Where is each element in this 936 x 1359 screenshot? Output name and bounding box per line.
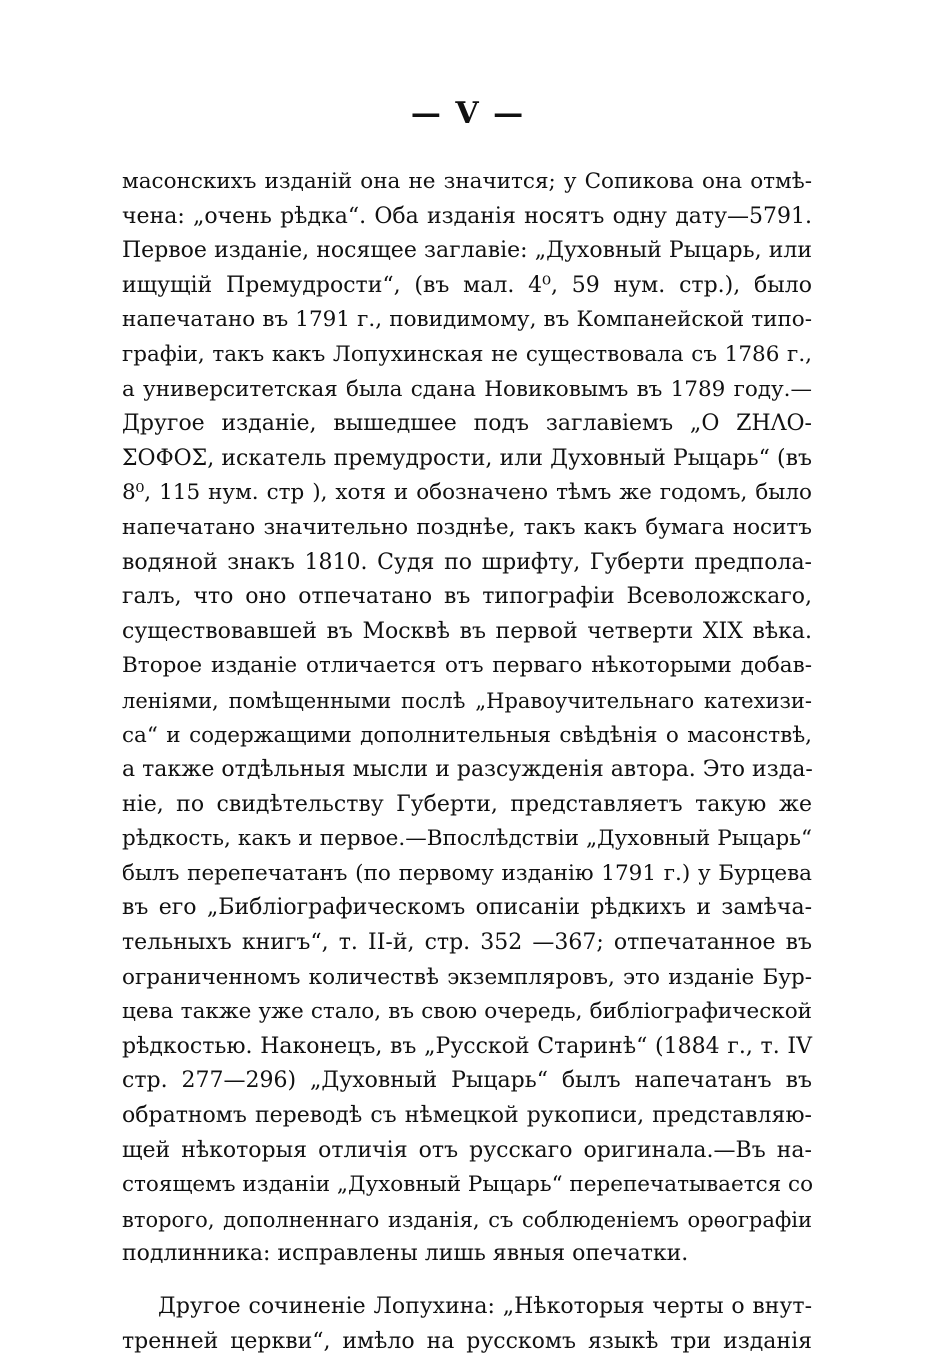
text-line: галъ, что оно отпечатано въ типографіи Всеволожскаго, xyxy=(122,584,812,610)
page-number: — V — xyxy=(410,96,526,131)
text-line: стр. 277—296) „Духовный Рыцарь“ былъ напечатанъ въ xyxy=(122,1068,812,1094)
text-line: рѣдкость, какъ и первое.—Впослѣдствіи „Духовный Рыцарь“ xyxy=(122,826,812,852)
body-text xyxy=(122,165,812,1359)
text-line: подлинника: исправлены лишь явныя опечатки. xyxy=(122,1241,689,1267)
text-line: Другое изданіе, вышедшее подъ заглавіемъ „О ΖΗΛΟ- xyxy=(122,411,812,437)
text-line: цева также уже стало, въ свою очередь, библіографической xyxy=(122,999,812,1025)
text-line: Второе изданіе отличается отъ перваго нѣкоторыми добав- xyxy=(122,653,812,679)
text-line: существовавшей въ Москвѣ въ первой четверти XIX вѣка. xyxy=(122,618,812,644)
text-line: тренней церкви“, имѣло на русскомъ языкѣ три изданія xyxy=(122,1328,812,1354)
text-line: тельныхъ книгъ“, т. II-й, стр. 352 —367; отпечатанное въ xyxy=(122,930,812,956)
text-line: щей нѣкоторыя отличія отъ русскаго оригинала.—Въ на- xyxy=(122,1137,812,1163)
text-line: напечатано значительно позднѣе, такъ какъ бумага носитъ xyxy=(122,514,812,540)
text-line: Другое сочиненіе Лопухина: „Нѣкоторыя черты о внут- xyxy=(158,1294,812,1319)
text-line: напечатано въ 1791 г., повидимому, въ Компанейской типо- xyxy=(122,307,812,333)
text-line: ніе, по свидѣтельству Губерти, представляетъ такую же xyxy=(122,791,812,817)
text-line: въ его „Библіографическомъ описаніи рѣдкихъ и замѣча- xyxy=(122,895,812,921)
text-line: водяной знакъ 1810. Судя по шрифту, Губерти предпола- xyxy=(122,549,812,575)
paragraph xyxy=(122,165,812,1272)
text-line: былъ перепечатанъ (по первому изданію 1791 г.) у Бурцева xyxy=(122,860,812,886)
text-line: графіи, такъ какъ Лопухинская не существовала съ 1786 г., xyxy=(122,341,812,367)
text-line: второго, дополненнаго изданія, съ соблюденіемъ орѳографіи xyxy=(122,1207,812,1232)
text-line: стоящемъ изданіи „Духовный Рыцарь“ перепечатывается со xyxy=(122,1172,814,1198)
text-line: обратномъ переводѣ съ нѣмецкой рукописи, представляю- xyxy=(122,1103,812,1129)
text-line: рѣдкостью. Наконецъ, въ „Русской Старинѣ“ (1884 г., т. IV xyxy=(122,1033,812,1059)
text-line: а также отдѣльныя мысли и разсужденія автора. Это изда- xyxy=(122,757,813,783)
text-line: чена: „очень рѣдка“. Оба изданія носятъ одну дату—5791. xyxy=(122,203,812,229)
text-line: а университетская была сдана Новиковымъ въ 1789 году.— xyxy=(122,376,812,402)
text-line: Первое изданіе, носящее заглавіе: „Духовный Рыцарь, или xyxy=(122,238,812,264)
text-line: леніями, помѣщенными послѣ „Нравоучительнаго катехизи- xyxy=(122,688,812,713)
text-line: масонскихъ изданій она не значится; у Сопикова она отмѣ- xyxy=(122,169,812,194)
text-line: 8⁰, 115 нум. стр ), хотя и обозначено тѣмъ же годомъ, было xyxy=(122,480,812,506)
text-line: ищущій Премудрости“, (въ мал. 4⁰, 59 нум. стр.), было xyxy=(122,272,812,298)
text-line: ΣΟΦΟΣ, искатель премудрости, или Духовный Рыцарь“ (въ xyxy=(122,445,812,471)
text-line: са“ и содержащими дополнительныя свѣдѣнія о масонствѣ, xyxy=(122,722,812,748)
text-line: ограниченномъ количествѣ экземпляровъ, это изданіе Бур- xyxy=(122,964,812,990)
paragraph-gap xyxy=(122,1272,812,1290)
paragraph xyxy=(122,1290,812,1359)
